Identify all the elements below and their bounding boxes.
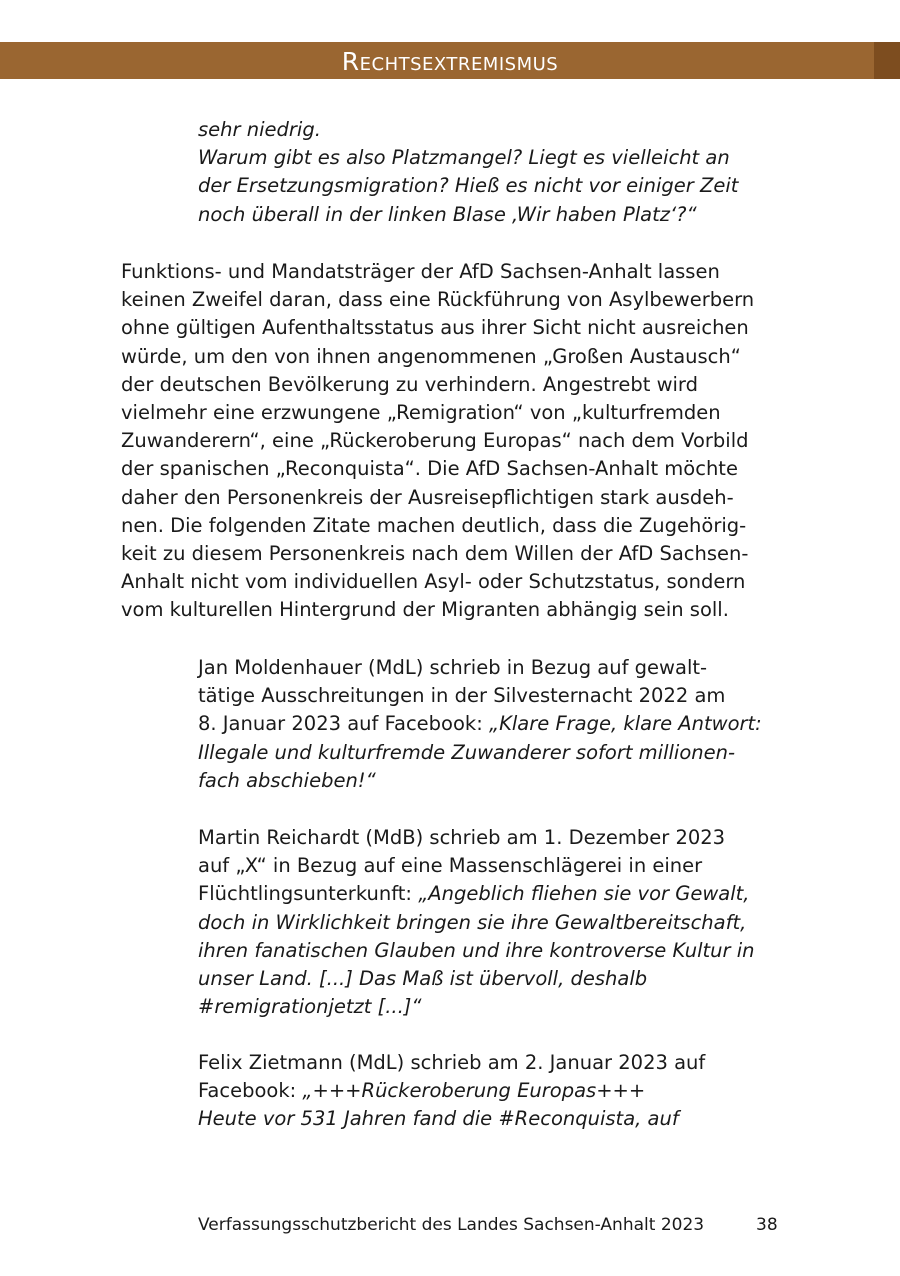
text-line: daher den Personenkreis der Ausreisepflichtigen stark ausdeh-	[121, 485, 734, 509]
quote-text-line: doch in Wirklichkeit bringen sie ihre Gewaltbereitschaft,	[198, 910, 747, 934]
text-line: auf „X“ in Bezug auf eine Massenschlägerei in einer	[198, 854, 703, 878]
quote-text-line: unser Land. [...] Das Maß ist übervoll, deshalb	[198, 967, 648, 991]
text-line	[198, 1077, 788, 1105]
quote-text: „Klare Frage, klare Antwort:	[488, 712, 762, 736]
section-header-bar	[0, 42, 900, 79]
quote-block-reichardt	[198, 824, 788, 1021]
page-number: 38	[756, 1215, 778, 1235]
quote-text-line: fach abschieben!“	[198, 768, 376, 792]
text-line	[198, 710, 788, 738]
text-line: der deutschen Bevölkerung zu verhindern. Angestrebt wird	[121, 372, 698, 396]
text-line: Funktions- und Mandatsträger der AfD Sachsen-Anhalt lassen	[121, 260, 720, 283]
quote-block-moldenhauer	[198, 654, 788, 795]
quote-text-line: Illegale und kulturfremde Zuwanderer sofort millionen-	[198, 740, 736, 764]
text-line: Anhalt nicht vom individuellen Asyl- oder Schutzstatus, sondern	[121, 570, 746, 594]
attribution-text: Facebook:	[198, 1079, 303, 1103]
text-line: tätige Ausschreitungen in der Silvesternacht 2022 am	[198, 684, 726, 708]
text-line: nen. Die folgenden Zitate machen deutlich, dass die Zugehörig-	[121, 513, 747, 537]
attribution-text: 8. Januar 2023 auf Facebook:	[198, 712, 489, 736]
text-line: der spanischen „Reconquista“. Die AfD Sachsen-Anhalt möchte	[121, 457, 738, 481]
quote-text-line: Heute vor 531 Jahren fand die #Reconquista, auf	[198, 1107, 679, 1131]
quote-text: „+++Rückeroberung Europas+++	[302, 1079, 646, 1103]
text-line: ohne gültigen Aufenthaltsstatus aus ihrer Sicht nicht ausreichen	[121, 316, 749, 340]
body-paragraph	[121, 258, 781, 625]
text-line: Warum gibt es also Platzmangel? Liegt es vielleicht an	[198, 146, 730, 170]
quote-text: „Angeblich fliehen sie vor Gewalt,	[418, 882, 750, 906]
text-line: keinen Zweifel daran, dass eine Rückführung von Asylbewerbern	[121, 288, 755, 312]
text-line: Jan Moldenhauer (MdL) schrieb in Bezug auf gewalt-	[198, 656, 708, 679]
footer-publication-title: Verfassungsschutzbericht des Landes Sachsen-Anhalt 2023	[198, 1215, 705, 1235]
text-line: Martin Reichardt (MdB) schrieb am 1. Dezember 2023	[198, 826, 726, 849]
text-line: vielmehr eine erzwungene „Remigration“ von „kulturfremden	[121, 401, 721, 425]
section-title: Rechtsextremismus	[341, 47, 559, 76]
text-line: keit zu diesem Personenkreis nach dem Willen der AfD Sachsen-	[121, 542, 749, 566]
text-line: noch überall in der linken Blase ‚Wir haben Platz‘?“	[198, 202, 697, 226]
attribution-text: Flüchtlingsunterkunft:	[198, 882, 419, 906]
text-line: würde, um den von ihnen angenommenen „Großen Austausch“	[121, 344, 741, 368]
text-line: Zuwanderern“, eine „Rückeroberung Europas“ nach dem Vorbild	[121, 429, 749, 453]
text-line: vom kulturellen Hintergrund der Migranten abhängig sein soll.	[121, 598, 729, 622]
quote-block-zietmann	[198, 1049, 788, 1134]
text-line	[198, 880, 788, 908]
text-line: sehr niedrig.	[198, 118, 321, 141]
quote-text-line: ihren fanatischen Glauben und ihre kontroverse Kultur in	[198, 938, 755, 962]
quote-text-line: #remigrationjetzt [...]“	[198, 995, 422, 1019]
text-line: Felix Zietmann (MdL) schrieb am 2. Januar 2023 auf	[198, 1051, 706, 1074]
text-line: der Ersetzungsmigration? Hieß es nicht vor einiger Zeit	[198, 174, 739, 198]
quote-block-top	[198, 116, 788, 229]
